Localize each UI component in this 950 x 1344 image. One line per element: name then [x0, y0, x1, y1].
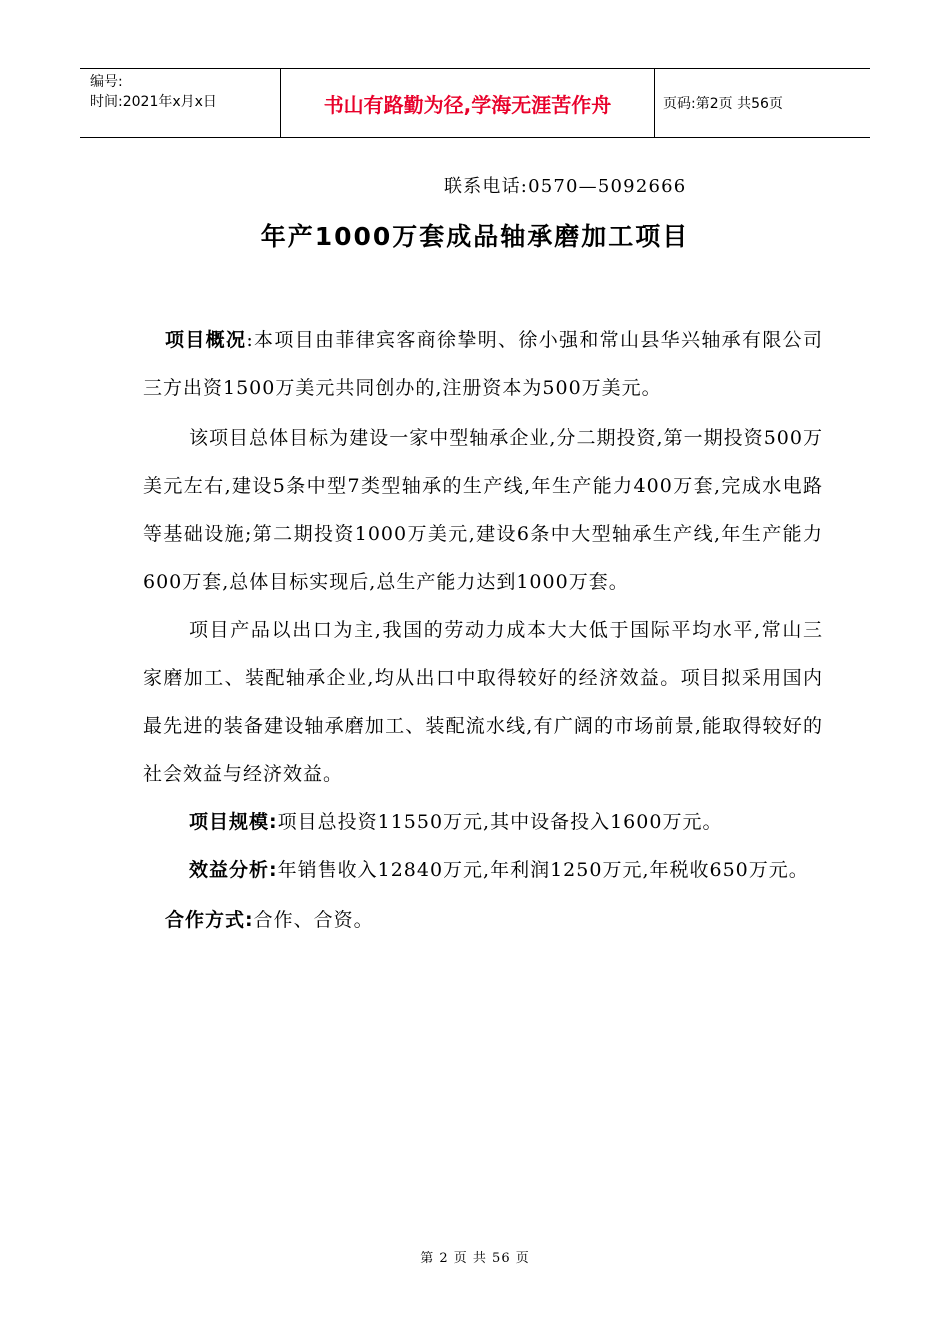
- overview-text: :本项目由菲律宾客商徐挚明、徐小强和常山县华兴轴承有限公司三方出资1500万美元共同创办的,注册资本为500万美元。: [143, 329, 823, 399]
- overview-paragraph: [143, 316, 823, 412]
- header-table: [80, 68, 870, 138]
- scale-label: 项目规模:: [189, 811, 278, 833]
- time-label: 时间:2021年x月x日: [90, 94, 217, 110]
- coop-label: 合作方式:: [165, 909, 254, 931]
- market-paragraph: 项目产品以出口为主,我国的劳动力成本大大低于国际平均水平,常山三家磨加工、装配轴承企业,均从出口中取得较好的经济效益。项目拟采用国内最先进的装备建设轴承磨加工、装配流水线,有广阔的市场前景,能取得较好的社会效益与经济效益。: [143, 619, 823, 785]
- coop-paragraph: [143, 896, 823, 944]
- document-title: 年产1000万套成品轴承磨加工项目: [260, 222, 690, 251]
- coop-text: 合作、合资。: [253, 909, 374, 931]
- header-page-info: 页码:第2页 共56页: [663, 96, 783, 112]
- benefit-text: 年销售收入12840万元,年利润1250万元,年税收650万元。: [277, 859, 809, 881]
- overview-label: 项目概况: [165, 329, 247, 351]
- header-meta: [80, 69, 281, 137]
- page-footer: 第 2 页 共 56 页: [420, 1251, 530, 1266]
- document-body: [143, 316, 823, 944]
- number-label: 编号:: [90, 74, 123, 90]
- goal-paragraph: 该项目总体目标为建设一家中型轴承企业,分二期投资,第一期投资500万美元左右,建设5条中型7类型轴承的生产线,年生产能力400万套,完成水电路等基础设施;第二期投资1000万美元,建设6条中大型轴承生产线,年生产能力600万套,总体目标实现后,总生产能力达到1000万套。: [143, 427, 823, 593]
- scale-text: 项目总投资11550万元,其中设备投入1600万元。: [277, 811, 723, 833]
- contact-phone: 联系电话:0570—5092666: [444, 176, 687, 197]
- benefit-paragraph: [143, 846, 823, 894]
- header-motto: 书山有路勤为径,学海无涯苦作舟: [281, 69, 655, 137]
- benefit-label: 效益分析:: [189, 859, 278, 881]
- scale-paragraph: [143, 798, 823, 846]
